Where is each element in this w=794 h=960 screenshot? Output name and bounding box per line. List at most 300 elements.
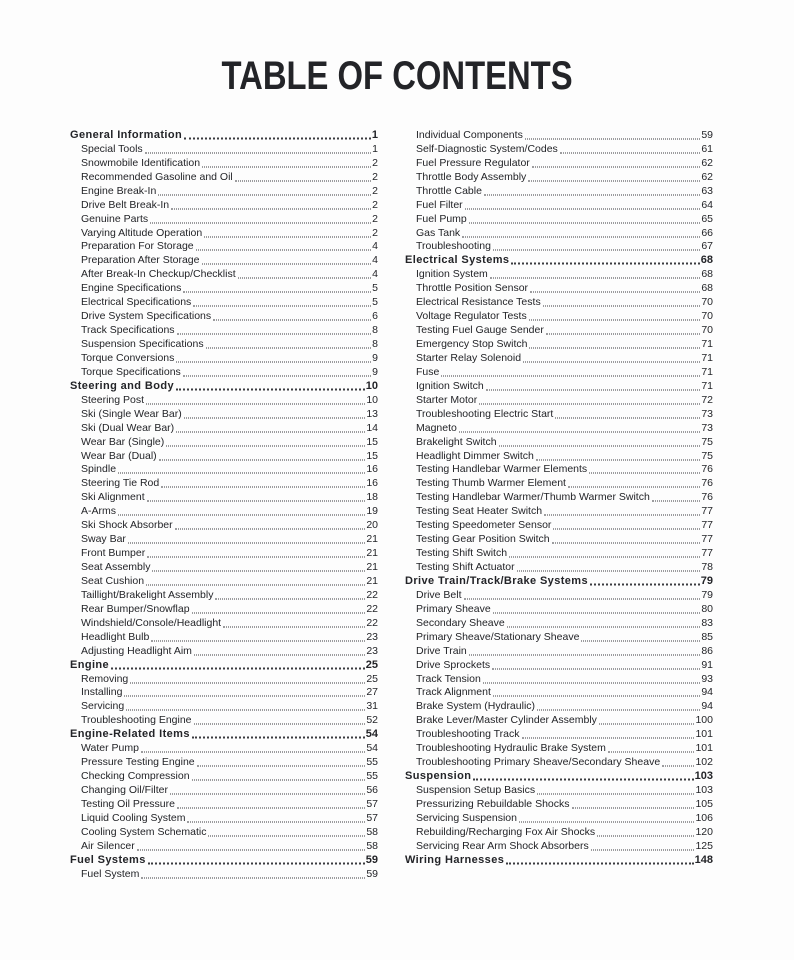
- toc-entry-row: [405, 281, 713, 295]
- dot-leader: [509, 557, 700, 558]
- toc-item-label: Troubleshooting Engine: [81, 714, 192, 727]
- toc-entry-row: [405, 811, 713, 825]
- toc-page-number: 66: [701, 226, 713, 239]
- dot-leader: [183, 292, 371, 293]
- toc-item-label: After Break-In Checkup/Checklist: [81, 268, 236, 281]
- toc-page-number: 77: [701, 519, 713, 532]
- toc-page-number: 8: [372, 324, 378, 337]
- toc-entry-row: [405, 672, 713, 686]
- toc-section-row: [70, 379, 378, 393]
- toc-item-label: Cooling System Schematic: [81, 825, 207, 838]
- toc-page-number: 76: [701, 491, 713, 504]
- dot-leader: [552, 543, 701, 544]
- toc-entry-row: [70, 435, 378, 449]
- toc-page-number: 4: [372, 268, 378, 281]
- toc-entry-row: [405, 741, 713, 755]
- toc-entry-row: [70, 463, 378, 477]
- toc-entry-row: [405, 184, 713, 198]
- toc-page-number: 21: [366, 561, 378, 573]
- toc-page-number: 19: [366, 505, 378, 518]
- toc-item-label: Torque Specifications: [81, 365, 181, 378]
- toc-item-label: Varying Altitude Operation: [81, 226, 203, 239]
- toc-entry-row: [405, 630, 713, 644]
- toc-item-label: Drive Belt Break-In: [81, 198, 170, 211]
- dot-leader: [126, 710, 365, 711]
- toc-entry-row: [70, 686, 378, 700]
- toc-entry-row: [70, 839, 378, 853]
- toc-page-number: 27: [366, 686, 378, 699]
- toc-item-label: Seat Cushion: [81, 574, 145, 587]
- toc-entry-row: [70, 797, 378, 811]
- toc-page-number: 80: [701, 602, 713, 615]
- toc-page-number: 54: [366, 742, 378, 755]
- toc-item-label: Suspension Setup Basics: [416, 784, 536, 796]
- toc-page-number: 21: [366, 533, 378, 546]
- dot-leader: [145, 152, 371, 153]
- toc-page-number: 125: [695, 839, 713, 852]
- toc-item-label: Track Tension: [416, 672, 481, 685]
- toc-item-label: Testing Seat Heater Switch: [416, 505, 543, 518]
- toc-page-number: 23: [366, 630, 378, 643]
- toc-item-label: Testing Shift Actuator: [416, 561, 515, 573]
- toc-page-number: 8: [372, 338, 378, 350]
- dot-leader: [597, 835, 694, 836]
- toc-entry-row: [405, 825, 713, 839]
- toc-item-label: Troubleshooting Track: [416, 728, 520, 741]
- toc-item-label: Seat Assembly: [81, 561, 151, 573]
- toc-page-number: 77: [701, 547, 713, 560]
- toc-page-number: 15: [366, 449, 378, 462]
- dot-leader: [555, 417, 700, 418]
- toc-page-number: 16: [366, 463, 378, 476]
- dot-leader: [176, 388, 365, 390]
- toc-entry-row: [405, 658, 713, 672]
- toc-item-label: Snowmobile Identification: [81, 156, 201, 169]
- toc-item-label: Troubleshooting Electric Start: [416, 407, 554, 420]
- toc-entry-row: [405, 421, 713, 435]
- toc-page-number: 9: [372, 365, 378, 378]
- dot-leader: [176, 431, 365, 432]
- toc-entry-row: [70, 267, 378, 281]
- toc-item-label: Testing Gear Position Switch: [416, 533, 550, 546]
- toc-page-number: 76: [701, 463, 713, 476]
- toc-page-number: 67: [701, 240, 713, 253]
- toc-entry-row: [70, 309, 378, 323]
- dot-leader: [522, 738, 695, 739]
- dot-leader: [204, 236, 371, 237]
- toc-item-label: Taillight/Brakelight Assembly: [81, 588, 214, 601]
- toc-page-number: 79: [701, 588, 713, 601]
- toc-page-number: 75: [701, 435, 713, 448]
- toc-item-label: Throttle Position Sensor: [416, 282, 529, 295]
- toc-page-number: 55: [366, 770, 378, 783]
- toc-item-label: Wear Bar (Single): [81, 435, 165, 448]
- dot-leader: [530, 292, 700, 293]
- dot-leader: [493, 250, 700, 251]
- dot-leader: [146, 584, 365, 585]
- toc-entry-row: [405, 212, 713, 226]
- dot-leader: [187, 821, 365, 822]
- toc-page-number: 1: [371, 128, 378, 141]
- toc-item-label: Wear Bar (Dual): [81, 449, 157, 462]
- toc-page-number: 103: [694, 770, 713, 783]
- toc-page-number: 59: [365, 853, 378, 866]
- toc-page-number: 93: [701, 672, 713, 685]
- dot-leader: [128, 543, 365, 544]
- toc-entry-row: [70, 616, 378, 630]
- toc-item-label: Testing Oil Pressure: [81, 797, 175, 810]
- toc-item-label: Testing Speedometer Sensor: [416, 519, 552, 532]
- toc-page-number: 76: [701, 477, 713, 490]
- toc-page-number: 86: [701, 644, 713, 657]
- toc-page-number: 101: [695, 742, 713, 755]
- dot-leader: [141, 752, 365, 753]
- toc-item-label: Brakelight Switch: [416, 435, 497, 448]
- toc-page-number: 6: [372, 310, 378, 323]
- toc-page-number: 62: [701, 170, 713, 183]
- toc-page-number: 1: [372, 142, 378, 155]
- toc-item-label: Recommended Gasoline and Oil: [81, 170, 233, 183]
- dot-leader: [652, 501, 701, 502]
- toc-item-label: Self-Diagnostic System/Codes: [416, 142, 558, 155]
- toc-page-number: 23: [366, 644, 378, 657]
- toc-entry-row: [405, 323, 713, 337]
- toc-item-label: Drive System Specifications: [81, 310, 212, 323]
- dot-leader: [469, 222, 701, 223]
- toc-item-label: Troubleshooting Primary Sheave/Secondary Sheave: [416, 756, 661, 769]
- dot-leader: [560, 152, 701, 153]
- dot-leader: [192, 780, 366, 781]
- dot-leader: [141, 877, 365, 878]
- toc-page-number: 94: [701, 686, 713, 699]
- dot-leader: [158, 194, 371, 195]
- dot-leader: [159, 459, 366, 460]
- dot-leader: [152, 571, 365, 572]
- dot-leader: [469, 654, 701, 655]
- dot-leader: [590, 583, 700, 585]
- toc-entry-row: [70, 574, 378, 588]
- toc-page-number: 62: [701, 156, 713, 169]
- toc-item-label: Individual Components: [416, 128, 523, 141]
- toc-entry-row: [405, 546, 713, 560]
- toc-item-label: Track Alignment: [416, 686, 491, 699]
- toc-page-number: 70: [701, 296, 713, 309]
- toc-page-number: 15: [366, 435, 378, 448]
- toc-page-number: 148: [694, 853, 713, 866]
- toc-page-number: 18: [366, 491, 378, 504]
- dot-leader: [118, 473, 365, 474]
- toc-item-label: Headlight Bulb: [81, 630, 150, 643]
- toc-entry-row: [70, 588, 378, 602]
- toc-entry-row: [405, 490, 713, 504]
- toc-entry-row: [70, 295, 378, 309]
- toc-entry-row: [70, 184, 378, 198]
- toc-entry-row: [405, 295, 713, 309]
- dot-leader: [553, 529, 700, 530]
- toc-section-row: [405, 253, 713, 267]
- toc-page-number: 102: [695, 756, 713, 769]
- toc-item-label: Spindle: [81, 463, 117, 476]
- dot-leader: [171, 208, 371, 209]
- toc-item-label: Servicing Suspension: [416, 811, 517, 824]
- toc-page-number: 57: [366, 811, 378, 824]
- toc-item-label: Electrical Specifications: [81, 296, 192, 309]
- toc-item-label: Liquid Cooling System: [81, 811, 186, 824]
- toc-page-number: 13: [366, 407, 378, 420]
- toc-page-number: 4: [372, 240, 378, 253]
- toc-page-number: 71: [701, 365, 713, 378]
- dot-leader: [194, 654, 365, 655]
- dot-leader: [519, 821, 694, 822]
- toc-item-label: Ignition Switch: [416, 379, 484, 392]
- toc-entry-row: [405, 644, 713, 658]
- toc-item-label: Headlight Dimmer Switch: [416, 449, 534, 462]
- toc-entry-row: [70, 644, 378, 658]
- toc-entry-row: [70, 323, 378, 337]
- dot-leader: [215, 598, 365, 599]
- toc-page-number: 4: [372, 254, 378, 267]
- toc-page-number: 75: [701, 449, 713, 462]
- dot-leader: [235, 180, 371, 181]
- toc-page-number: 65: [701, 212, 713, 225]
- toc-entry-row: [405, 226, 713, 240]
- toc-entry-row: [405, 142, 713, 156]
- toc-entry-row: [405, 476, 713, 490]
- toc-entry-row: [70, 755, 378, 769]
- toc-item-label: Magneto: [416, 421, 457, 434]
- toc-column-left: [70, 128, 378, 881]
- toc-page-number: 2: [372, 184, 378, 197]
- toc-entry-row: [405, 839, 713, 853]
- toc-item-label: Testing Thumb Warmer Element: [416, 477, 566, 490]
- toc-item-label: Fuel Pressure Regulator: [416, 156, 530, 169]
- toc-page-number: 120: [695, 825, 713, 838]
- toc-entry-row: [70, 142, 378, 156]
- toc-entry-row: [70, 825, 378, 839]
- dot-leader: [202, 264, 372, 265]
- dot-leader: [492, 668, 700, 669]
- toc-page-number: 5: [372, 282, 378, 295]
- toc-entry-row: [70, 518, 378, 532]
- dot-leader: [506, 862, 693, 864]
- toc-page-number: 105: [695, 797, 713, 810]
- toc-page-number: 71: [701, 379, 713, 392]
- toc-entry-row: [405, 755, 713, 769]
- toc-page-number: 2: [372, 170, 378, 183]
- dot-leader: [150, 222, 371, 223]
- toc-page-number: 21: [366, 574, 378, 587]
- toc-page-number: 25: [366, 672, 378, 685]
- toc-item-label: Electrical Systems: [405, 254, 510, 267]
- toc-page-number: 10: [366, 393, 378, 406]
- dot-leader: [529, 348, 700, 349]
- toc-page-number: 101: [695, 728, 713, 741]
- toc-page-number: 25: [365, 658, 378, 671]
- toc-entry-row: [405, 602, 713, 616]
- toc-item-label: Fuse: [416, 365, 440, 378]
- toc-item-label: Adjusting Headlight Aim: [81, 644, 192, 657]
- dot-leader: [591, 849, 695, 850]
- toc-page-number: 68: [701, 268, 713, 281]
- toc-item-label: A-Arms: [81, 505, 116, 518]
- dot-leader: [196, 250, 372, 251]
- toc-item-label: Rebuilding/Recharging Fox Air Shocks: [416, 825, 596, 838]
- dot-leader: [170, 794, 365, 795]
- toc-entry-row: [70, 630, 378, 644]
- toc-item-label: Gas Tank: [416, 226, 461, 239]
- dot-leader: [177, 334, 372, 335]
- toc-entry-row: [405, 504, 713, 518]
- toc-item-label: Brake System (Hydraulic): [416, 700, 536, 713]
- toc-entry-row: [405, 616, 713, 630]
- toc-entry-row: [70, 490, 378, 504]
- toc-page-number: 68: [700, 254, 713, 267]
- dot-leader: [507, 626, 701, 627]
- toc-entry-row: [70, 226, 378, 240]
- toc-item-label: Special Tools: [81, 142, 143, 155]
- toc-item-label: Ski Alignment: [81, 491, 145, 504]
- toc-item-label: Drive Train: [416, 644, 467, 657]
- toc-entry-row: [405, 198, 713, 212]
- toc-entry-row: [405, 351, 713, 365]
- dot-leader: [537, 794, 694, 795]
- toc-page-number: 73: [701, 407, 713, 420]
- toc-item-label: Secondary Sheave: [416, 616, 505, 629]
- toc-entry-row: [70, 532, 378, 546]
- toc-entry-row: [70, 170, 378, 184]
- toc-entry-row: [70, 546, 378, 560]
- dot-leader: [543, 306, 701, 307]
- toc-item-label: Brake Lever/Master Cylinder Assembly: [416, 714, 597, 727]
- dot-leader: [465, 208, 701, 209]
- toc-entry-row: [70, 602, 378, 616]
- toc-section-row: [70, 727, 378, 741]
- toc-entry-row: [70, 560, 378, 574]
- dot-leader: [532, 166, 701, 167]
- dot-leader: [161, 487, 365, 488]
- dot-leader: [184, 137, 371, 139]
- dot-leader: [484, 194, 700, 195]
- dot-leader: [176, 361, 371, 362]
- toc-page-number: 58: [366, 839, 378, 852]
- toc-page-number: 77: [701, 533, 713, 546]
- dot-leader: [118, 515, 365, 516]
- toc-page-number: 103: [695, 784, 713, 796]
- toc-entry-row: [70, 449, 378, 463]
- toc-entry-row: [70, 337, 378, 351]
- toc-item-label: Primary Sheave: [416, 602, 491, 615]
- toc-entry-row: [70, 240, 378, 254]
- toc-section-row: [405, 853, 713, 867]
- dot-leader: [493, 696, 700, 697]
- toc-item-label: Torque Conversions: [81, 351, 175, 364]
- toc-entry-row: [70, 811, 378, 825]
- toc-entry-row: [70, 393, 378, 407]
- toc-page-number: 22: [366, 588, 378, 601]
- toc-item-label: Changing Oil/Filter: [81, 784, 168, 796]
- toc-page-number: 68: [701, 282, 713, 295]
- toc-item-label: Fuel Filter: [416, 198, 463, 211]
- toc-page-number: 55: [366, 756, 378, 769]
- toc-entry-row: [405, 365, 713, 379]
- dot-leader: [192, 737, 365, 739]
- toc-item-label: Fuel Systems: [70, 853, 146, 866]
- dot-leader: [479, 403, 700, 404]
- dot-leader: [147, 501, 366, 502]
- dot-leader: [493, 612, 701, 613]
- dot-leader: [581, 640, 700, 641]
- toc-item-label: Preparation For Storage: [81, 240, 194, 253]
- toc-item-label: Starter Relay Solenoid: [416, 351, 522, 364]
- toc-page-number: 2: [372, 156, 378, 169]
- dot-leader: [202, 166, 371, 167]
- toc-item-label: Suspension Specifications: [81, 338, 204, 350]
- toc-item-label: Servicing Rear Arm Shock Absorbers: [416, 839, 589, 852]
- toc-page-number: 100: [695, 714, 713, 727]
- dot-leader: [223, 626, 365, 627]
- toc-entry-row: [405, 449, 713, 463]
- toc-item-label: Ignition System: [416, 268, 488, 281]
- toc-item-label: Ski Shock Absorber: [81, 519, 173, 532]
- toc-page-number: 5: [372, 296, 378, 309]
- toc-item-label: Drive Sprockets: [416, 658, 491, 671]
- dot-leader: [183, 375, 371, 376]
- toc-item-label: Throttle Body Assembly: [416, 170, 527, 183]
- toc-item-label: Engine Specifications: [81, 282, 182, 295]
- toc-page-number: 9: [372, 351, 378, 364]
- toc-item-label: Steering and Body: [70, 379, 174, 392]
- toc-item-label: Ski (Single Wear Bar): [81, 407, 182, 420]
- toc-page-number: 77: [701, 505, 713, 518]
- toc-item-label: Troubleshooting: [416, 240, 491, 253]
- toc-page-number: 106: [695, 811, 713, 824]
- dot-leader: [137, 849, 366, 850]
- toc-item-label: Track Specifications: [81, 324, 175, 337]
- toc-entry-row: [70, 769, 378, 783]
- page-title-text: TABLE OF CONTENTS: [221, 54, 573, 98]
- toc-item-label: Emergency Stop Switch: [416, 338, 528, 350]
- dot-leader: [148, 862, 365, 864]
- toc-entry-row: [405, 267, 713, 281]
- toc-item-label: Steering Tie Rod: [81, 477, 160, 490]
- toc-entry-row: [405, 170, 713, 184]
- toc-entry-row: [70, 699, 378, 713]
- toc-entry-row: [70, 198, 378, 212]
- toc-item-label: Sway Bar: [81, 533, 126, 546]
- page-title: [0, 56, 794, 96]
- dot-leader: [175, 529, 366, 530]
- toc-section-row: [405, 769, 713, 783]
- toc-page-number: 54: [365, 728, 378, 741]
- toc-page-number: 85: [701, 630, 713, 643]
- toc-item-label: Fuel Pump: [416, 212, 467, 225]
- toc-page-number: 52: [366, 714, 378, 727]
- toc-entry-row: [405, 337, 713, 351]
- toc-item-label: Installing: [81, 686, 123, 699]
- toc-entry-row: [70, 253, 378, 267]
- toc-item-label: Suspension: [405, 770, 472, 783]
- toc-entry-row: [70, 476, 378, 490]
- toc-page-number: 78: [701, 561, 713, 573]
- toc-entry-row: [405, 588, 713, 602]
- toc-item-label: Wiring Harnesses: [405, 853, 505, 866]
- toc-page-number: 21: [366, 547, 378, 560]
- toc-section-row: [70, 853, 378, 867]
- dot-leader: [462, 236, 700, 237]
- dot-leader: [193, 306, 371, 307]
- dot-leader: [464, 598, 701, 599]
- dot-leader: [486, 389, 701, 390]
